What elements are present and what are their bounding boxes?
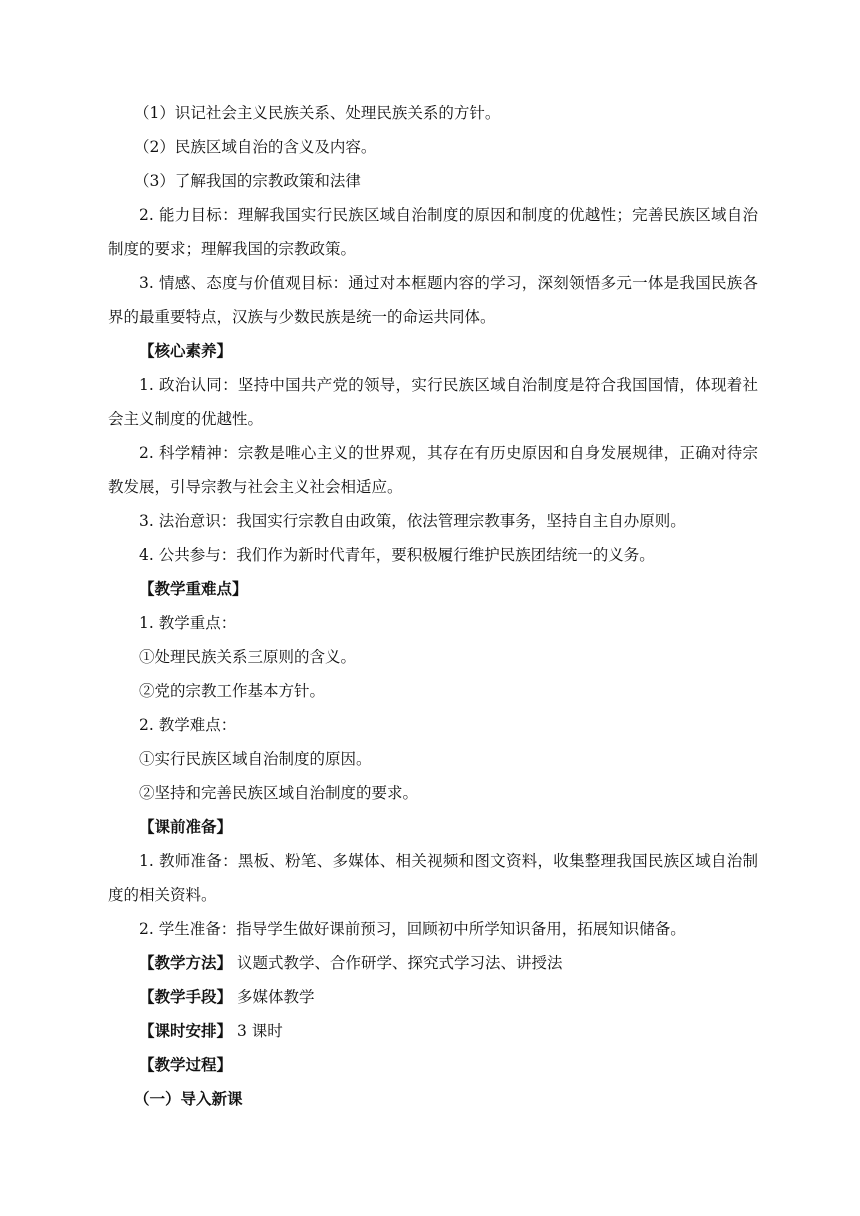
core-literacy-item-3: 3. 法治意识：我国实行宗教自由政策，依法管理宗教事务，坚持自主自办原则。 xyxy=(139,512,686,530)
knowledge-goal-3: （3）了解我国的宗教政策和法律 xyxy=(134,172,361,190)
teaching-means-value: 多媒体教学 xyxy=(232,988,315,1006)
teaching-difficulty-label: 2. 教学难点： xyxy=(139,716,237,734)
teaching-method-row xyxy=(108,946,758,980)
teaching-focus-label: 1. 教学重点： xyxy=(139,614,237,632)
teaching-means-heading: 【教学手段】 xyxy=(139,988,233,1006)
document-page xyxy=(108,96,758,1116)
teaching-focus-item-2: ②党的宗教工作基本方针。 xyxy=(139,682,326,700)
core-literacy-heading: 【核心素养】 xyxy=(139,342,233,360)
core-literacy-item-4: 4. 公共参与：我们作为新时代青年，要积极履行维护民族团结统一的义务。 xyxy=(139,546,655,564)
teaching-means-row xyxy=(108,980,758,1014)
teaching-focus-item-1: ①处理民族关系三原则的含义。 xyxy=(139,648,357,666)
core-literacy-item-1: 1. 政治认同：坚持中国共产党的领导，实行民族区域自治制度是符合我国国情，体现着社会主义制度的优越性。 xyxy=(108,376,758,428)
schedule-row xyxy=(108,1014,758,1048)
emotion-goal: 3. 情感、态度与价值观目标：通过对本框题内容的学习，深刻领悟多元一体是我国民族各界的最重要特点，汉族与少数民族是统一的命运共同体。 xyxy=(108,274,758,326)
teaching-difficulty-item-2: ②坚持和完善民族区域自治制度的要求。 xyxy=(139,784,419,802)
preparation-student: 2. 学生准备：指导学生做好课前预习，回顾初中所学知识备用，拓展知识储备。 xyxy=(139,920,686,938)
core-literacy-item-2: 2. 科学精神：宗教是唯心主义的世界观，其存在有历史原因和自身发展规律，正确对待宗教发展，引导宗教与社会主义社会相适应。 xyxy=(108,444,758,496)
key-points-heading: 【教学重难点】 xyxy=(139,580,248,598)
teaching-difficulty-item-1: ①实行民族区域自治制度的原因。 xyxy=(139,750,372,768)
knowledge-goal-1: （1）识记社会主义民族关系、处理民族关系的方针。 xyxy=(134,104,501,122)
schedule-heading: 【课时安排】 xyxy=(139,1022,233,1040)
process-sub-heading: （一）导入新课 xyxy=(134,1090,243,1108)
preparation-teacher: 1. 教师准备：黑板、粉笔、多媒体、相关视频和图文资料，收集整理我国民族区域自治制度的相关资料。 xyxy=(108,852,758,904)
knowledge-goal-2: （2）民族区域自治的含义及内容。 xyxy=(134,138,377,156)
ability-goal: 2. 能力目标：理解我国实行民族区域自治制度的原因和制度的优越性；完善民族区域自治制度的要求；理解我国的宗教政策。 xyxy=(108,206,758,258)
teaching-method-value: 议题式教学、合作研学、探究式学习法、讲授法 xyxy=(232,954,563,972)
preparation-heading: 【课前准备】 xyxy=(139,818,233,836)
process-heading: 【教学过程】 xyxy=(139,1056,233,1074)
schedule-value: 3 课时 xyxy=(232,1022,283,1040)
teaching-method-heading: 【教学方法】 xyxy=(139,954,233,972)
